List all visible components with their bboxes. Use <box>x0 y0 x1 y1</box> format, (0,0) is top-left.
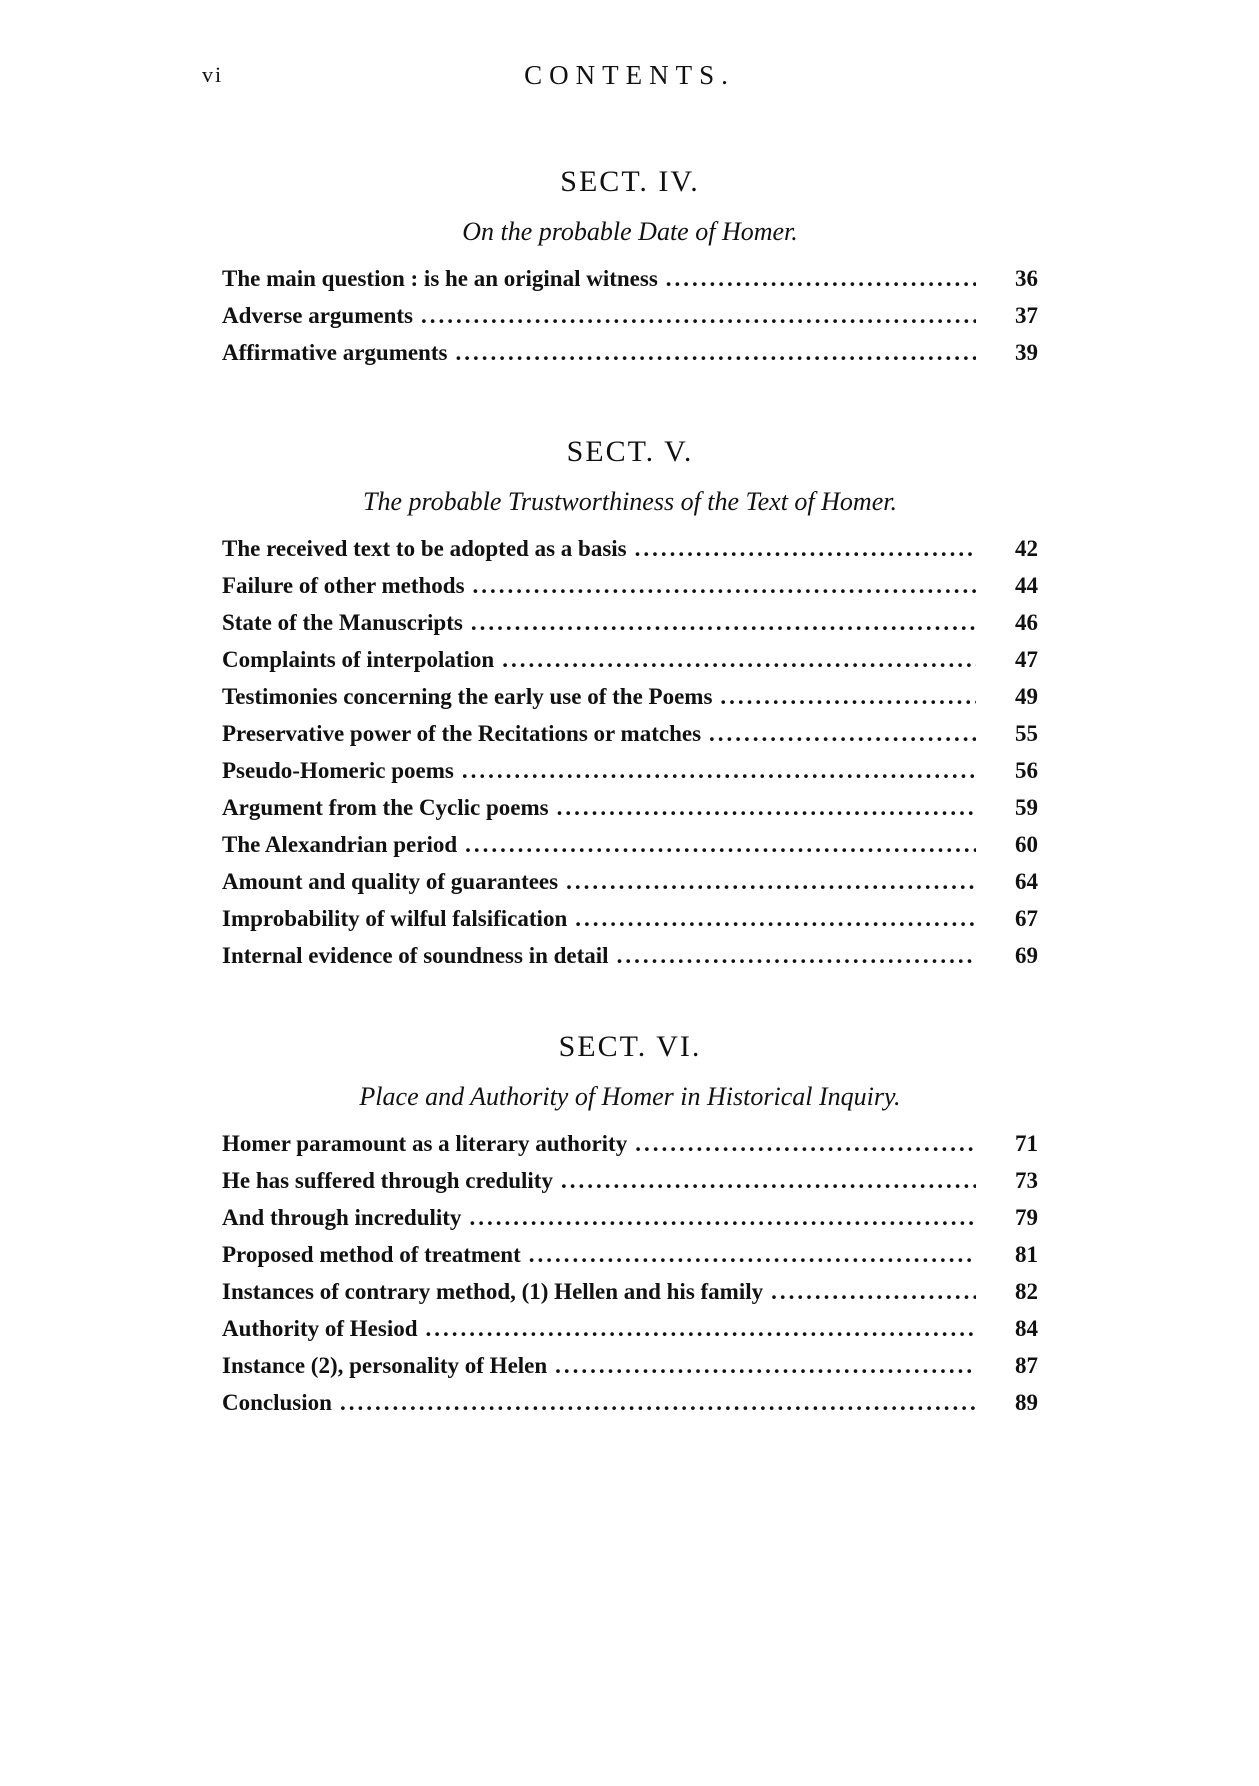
toc-entry-page: 69 <box>1015 943 1038 968</box>
section-heading: SECT. IV. <box>560 165 700 198</box>
toc-entry-page: 49 <box>1015 684 1038 709</box>
dot-leader <box>465 826 976 863</box>
dot-leader <box>561 1162 976 1199</box>
dot-leader <box>566 863 976 900</box>
toc-entry-page: 46 <box>1015 610 1038 635</box>
running-head: CONTENTS. <box>524 60 735 90</box>
toc-entry-title: And through incredulity <box>222 1205 462 1230</box>
dot-leader <box>617 937 976 974</box>
toc-entry <box>222 826 1038 863</box>
toc-entry-title: He has suffered through credulity <box>222 1168 553 1193</box>
toc-entry <box>222 1236 1038 1273</box>
toc-entry <box>222 863 1038 900</box>
toc-list <box>222 260 1038 371</box>
toc-entry-title: State of the Manuscripts <box>222 610 463 635</box>
toc-entry-page: 64 <box>1015 869 1038 894</box>
dot-leader <box>502 641 976 678</box>
toc-entry-title: Authority of Hesiod <box>222 1316 418 1341</box>
toc-entry-title: Internal evidence of soundness in detail <box>222 943 609 968</box>
toc-entry-page: 59 <box>1015 795 1038 820</box>
toc-entry-title: The received text to be adopted as a basis <box>222 536 627 561</box>
page-number: vi <box>202 62 224 87</box>
toc-entry <box>222 334 1038 371</box>
toc-entry-page: 79 <box>1015 1205 1038 1230</box>
toc-entry <box>222 1347 1038 1384</box>
toc-entry-title: Failure of other methods <box>222 573 465 598</box>
toc-entry <box>222 1273 1038 1310</box>
toc-entry <box>222 752 1038 789</box>
toc-entry-page: 60 <box>1015 832 1038 857</box>
toc-entry-title: Proposed method of treatment <box>222 1242 521 1267</box>
toc-entry-page: 44 <box>1015 573 1038 598</box>
section-subtitle: On the probable Date of Homer. <box>462 217 798 246</box>
dot-leader <box>462 752 976 789</box>
dot-leader <box>469 1199 976 1236</box>
toc-entry-page: 73 <box>1015 1168 1038 1193</box>
toc-entry <box>222 1310 1038 1347</box>
toc-entry <box>222 678 1038 715</box>
toc-entry-title: Preservative power of the Recitations or matches <box>222 721 702 746</box>
toc-entry <box>222 1125 1038 1162</box>
toc-entry-page: 39 <box>1015 340 1038 365</box>
dot-leader <box>635 530 976 567</box>
section-heading: SECT. V. <box>566 435 694 468</box>
dot-leader <box>709 715 976 752</box>
toc-entry-title: Amount and quality of guarantees <box>222 869 559 894</box>
dot-leader <box>555 1347 976 1384</box>
toc-entry-title: The Alexandrian period <box>222 832 458 857</box>
toc-entry-page: 82 <box>1015 1279 1038 1304</box>
toc-entry <box>222 1199 1038 1236</box>
toc-entry-page: 84 <box>1015 1316 1038 1341</box>
toc-entry-page: 37 <box>1015 303 1038 328</box>
toc-entry-title: Homer paramount as a literary authority <box>222 1131 628 1156</box>
toc-entry <box>222 900 1038 937</box>
toc-entry-page: 87 <box>1015 1353 1038 1378</box>
toc-entry-title: Affirmative arguments <box>222 340 448 365</box>
toc-entry <box>222 937 1038 974</box>
toc-entry-page: 89 <box>1015 1390 1038 1415</box>
toc-entry <box>222 604 1038 641</box>
toc-entry-page: 55 <box>1015 721 1038 746</box>
section-vi <box>222 1025 1038 1421</box>
toc-entry-title: Instance (2), personality of Helen <box>222 1353 548 1378</box>
section-subtitle: The probable Trustworthiness of the Text of Homer. <box>362 487 897 516</box>
dot-leader <box>529 1236 976 1273</box>
toc-entry <box>222 567 1038 604</box>
toc-entry-title: Pseudo-Homeric poems <box>222 758 454 783</box>
toc-entry <box>222 715 1038 752</box>
toc-entry-title: Conclusion <box>222 1390 332 1415</box>
section-v <box>222 430 1038 974</box>
section-heading: SECT. VI. <box>558 1030 702 1063</box>
toc-entry-title: Adverse arguments <box>222 303 413 328</box>
toc-list <box>222 530 1038 974</box>
toc-entry <box>222 530 1038 567</box>
dot-leader <box>720 678 976 715</box>
toc-entry-page: 47 <box>1015 647 1038 672</box>
toc-entry-page: 81 <box>1015 1242 1038 1267</box>
toc-entry-title: Instances of contrary method, (1) Hellen and his family <box>222 1279 764 1304</box>
section-iv <box>222 160 1038 371</box>
section-subtitle: Place and Authority of Homer in Historical Inquiry. <box>359 1082 901 1111</box>
toc-entry-page: 56 <box>1015 758 1038 783</box>
toc-entry <box>222 1384 1038 1421</box>
toc-entry-page: 71 <box>1015 1131 1038 1156</box>
dot-leader <box>471 604 976 641</box>
toc-list <box>222 1125 1038 1421</box>
dot-leader <box>557 789 976 826</box>
dot-leader <box>666 260 976 297</box>
toc-entry <box>222 297 1038 334</box>
toc-entry-title: The main question : is he an original witness <box>222 266 658 291</box>
dot-leader <box>635 1125 976 1162</box>
toc-entry-title: Testimonies concerning the early use of the Poems <box>222 684 713 709</box>
dot-leader <box>340 1384 976 1421</box>
toc-entry-page: 36 <box>1015 266 1038 291</box>
toc-entry-title: Complaints of interpolation <box>222 647 495 672</box>
toc-entry <box>222 641 1038 678</box>
toc-entry-title: Argument from the Cyclic poems <box>222 795 549 820</box>
toc-entry-page: 67 <box>1015 906 1038 931</box>
toc-entry <box>222 260 1038 297</box>
dot-leader <box>421 297 976 334</box>
toc-entry-page: 42 <box>1015 536 1038 561</box>
dot-leader <box>771 1273 976 1310</box>
dot-leader <box>455 334 976 371</box>
dot-leader <box>473 567 976 604</box>
dot-leader <box>575 900 976 937</box>
toc-entry-title: Improbability of wilful falsification <box>222 906 568 931</box>
toc-entry <box>222 1162 1038 1199</box>
dot-leader <box>426 1310 977 1347</box>
page-header <box>0 62 1259 102</box>
toc-entry <box>222 789 1038 826</box>
